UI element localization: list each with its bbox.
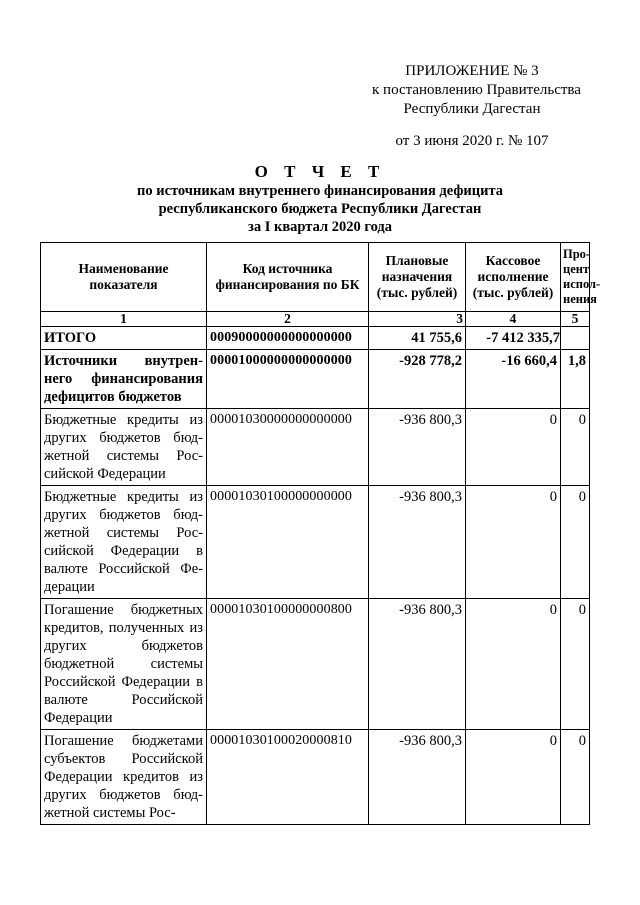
appendix-number: ПРИЛОЖЕНИЕ № 3	[405, 63, 539, 79]
row-plan: -936 800,3	[369, 730, 466, 825]
row-name: ИТОГО	[41, 327, 207, 350]
report-subtitle-1: по источникам внутреннего финансирования дефицита	[136, 183, 504, 199]
appendix-date: от 3 июня 2020 г. № 107	[395, 133, 549, 149]
row-percent	[561, 327, 590, 350]
row-cash: 0	[466, 599, 561, 730]
appendix-block	[372, 62, 581, 151]
row-cash: -7 412 335,7	[466, 327, 561, 350]
table-row	[41, 409, 590, 486]
row-percent: 1,8	[561, 350, 590, 409]
row-name: Источники внутрен-него финансирования дефицитов бюджетов	[41, 350, 207, 409]
table-row	[41, 599, 590, 730]
row-plan: -928 778,2	[369, 350, 466, 409]
header-plan: Плановые назначения (тыс. рублей)	[369, 243, 466, 312]
table-row	[41, 350, 590, 409]
row-cash: 0	[466, 409, 561, 486]
column-number: 1	[41, 312, 207, 327]
row-name: Погашение бюджетами субъектов Российской Федерации кредитов из других бюджетов бюд-жетной системы Рос-	[41, 730, 207, 825]
table-row	[41, 327, 590, 350]
row-code: 00001000000000000000	[207, 350, 369, 409]
row-cash: 0	[466, 486, 561, 599]
row-code: 00001030000000000000	[207, 409, 369, 486]
table-row	[41, 730, 590, 825]
header-row	[41, 243, 590, 312]
row-percent: 0	[561, 599, 590, 730]
column-number: 3	[369, 312, 466, 327]
row-code: 00090000000000000000	[207, 327, 369, 350]
table-row	[41, 486, 590, 599]
row-cash: 0	[466, 730, 561, 825]
appendix-ref-line: к постановлению Правительства	[372, 82, 581, 98]
report-heading	[0, 162, 640, 236]
appendix-government: Республики Дагестан	[403, 101, 541, 117]
column-number: 2	[207, 312, 369, 327]
row-name: Бюджетные кредиты из других бюджетов бюд-жетной системы Рос-сийской Федерации	[41, 409, 207, 486]
row-code: 00001030100000000000	[207, 486, 369, 599]
row-code: 00001030100020000810	[207, 730, 369, 825]
row-percent: 0	[561, 730, 590, 825]
row-percent: 0	[561, 486, 590, 599]
row-percent: 0	[561, 409, 590, 486]
header-percent: Про-цент испол-нения	[561, 243, 590, 312]
column-number-row	[41, 312, 590, 327]
column-number: 4	[466, 312, 561, 327]
header-cash: Кассовое исполнение (тыс. рублей)	[466, 243, 561, 312]
header-code: Код источника финансирования по БК	[207, 243, 369, 312]
report-table	[40, 242, 601, 825]
column-number: 5	[561, 312, 590, 327]
report-subtitle-3: за I квартал 2020 года	[248, 219, 392, 235]
row-plan: 41 755,6	[369, 327, 466, 350]
header-name: Наименование показателя	[41, 243, 207, 312]
report-subtitle-2: республиканского бюджета Республики Дагестан	[158, 201, 482, 217]
row-plan: -936 800,3	[369, 599, 466, 730]
row-name: Бюджетные кредиты из других бюджетов бюд-жетной системы Рос-сийской Федерации в валюте Российской Фе-дерации	[41, 486, 207, 599]
row-plan: -936 800,3	[369, 486, 466, 599]
row-code: 00001030100000000800	[207, 599, 369, 730]
row-plan: -936 800,3	[369, 409, 466, 486]
row-name: Погашение бюджетных кредитов, полученных из других бюджетов бюджетной системы Российской Федерации в валюте Российской Федерации	[41, 599, 207, 730]
report-title: О Т Ч Е Т	[254, 162, 386, 181]
row-cash: -16 660,4	[466, 350, 561, 409]
